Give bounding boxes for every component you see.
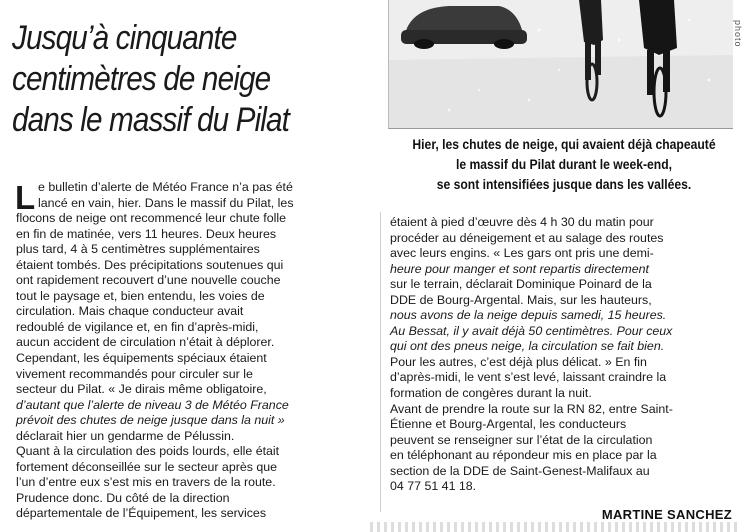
photo-illustration (389, 0, 733, 128)
body-line: Étienne et Bourg-Argental, les conducteurs (390, 417, 627, 432)
article-column-2 (390, 215, 740, 495)
headline-line: centimètres de neige (12, 60, 271, 98)
quote-line: Au Bessat, il y avait déjà 50 centimètres. Pour ceux (390, 323, 673, 338)
body-line: procéder au déneigement et au salage des routes (390, 230, 664, 245)
body-line: déclarait hier un gendarme de Pélussin. (16, 428, 235, 443)
body-line: départementale de l’Équipement, les services (16, 506, 267, 521)
article-column-1 (16, 180, 366, 522)
caption-line: se sont intensifiées jusque dans les vallées. (436, 177, 692, 192)
photo-credit (733, 20, 749, 130)
headline (12, 18, 322, 141)
body-line: étaient à pied d’œuvre dès 4 h 30 du matin pour (390, 215, 654, 229)
print-bleed-texture (370, 522, 740, 532)
author-signature: MARTINE SANCHEZ (601, 507, 732, 522)
photo-caption (404, 135, 724, 195)
quote-line: nous avons de la neige depuis samedi, 15 heures. (390, 308, 667, 323)
body-line: étaient tombés. Des précipitations soutenues qui (16, 257, 284, 272)
body-line: DDE de Bourg-Argental. Mais, sur les hauteurs, (390, 292, 652, 307)
body-line: sur le terrain, déclarait Dominique Poinard de la (390, 277, 652, 292)
column-divider (380, 212, 381, 512)
body-line: peuvent se renseigner sur l’état de la circulation (390, 432, 653, 447)
body-line: aucun accident de circulation n’était à déplorer. (16, 335, 275, 350)
body-line: tout le paysage et, bien entendu, les voies de (16, 288, 265, 303)
body-line: avec leurs engins. « Les gars ont pris une demi- (390, 246, 654, 261)
body-line: Quant à la circulation des poids lourds, elle était (16, 444, 280, 459)
body-line: Avant de prendre la route sur la RN 82, entre Saint- (390, 401, 673, 416)
body-line: lancé en vain, hier. Dans le massif du Pilat, les (38, 195, 294, 210)
body-line: secteur du Pilat. « Je dirais même obligatoire, (16, 382, 267, 397)
body-line: l’un d’entre eux s’est mis en travers de la route. (16, 475, 276, 490)
body-line: section de la DDE de Saint-Genest-Malifaux au (390, 463, 650, 478)
body-line: circulation. Mais chaque conducteur avait (16, 304, 244, 319)
body-line: vivement recommandés pour circuler sur le (16, 366, 253, 381)
quote-line: qui ont des pneus neige, la circulation se fait bien. (390, 339, 665, 354)
body-line: 04 77 51 41 18. (390, 479, 477, 494)
quote-line: heure pour manger et sont repartis directement (390, 261, 649, 276)
photo-credit-text: photo (733, 20, 743, 48)
quote-line: prévoit des chutes de neige jusque dans la nuit » (16, 413, 285, 428)
headline-line: Jusqu’à cinquante (12, 19, 237, 57)
body-line: Pour les autres, c’est déjà plus délicat. » En fin (390, 354, 647, 369)
caption-line: le massif du Pilat durant le week-end, (455, 157, 673, 172)
body-line: plus tard, 4 à 5 centimètres supplémentaires (16, 242, 260, 257)
body-line: d’après-midi, le vent s’est levé, laissant craindre la (390, 370, 667, 385)
body-line: en fin de matinée, vers 11 heures. Deux heures (16, 226, 277, 241)
quote-line: d’autant que l’alerte de niveau 3 de Météo France (16, 397, 289, 412)
body-line: redoublé de vigilance et, en fin d’après-midi, (16, 319, 259, 334)
news-photo-cyclists-in-snow (388, 0, 733, 129)
body-line: fortement déconseillée sur le secteur après que (16, 459, 278, 474)
headline-line: dans le massif du Pilat (12, 101, 290, 139)
body-line: en téléphonant au répondeur mis en place par la (390, 448, 657, 463)
body-line: Cependant, les équipements spéciaux étaient (16, 351, 267, 366)
body-line: ont rapidement recouvert d’une nouvelle couche (16, 273, 281, 288)
caption-line: Hier, les chutes de neige, qui avaient déjà chapeauté (412, 137, 716, 152)
drop-cap: L (15, 179, 36, 216)
body-line: Prudence donc. Du côté de la direction (16, 490, 230, 505)
body-line: formation de congères durant la nuit. (390, 386, 592, 401)
body-line: e bulletin d’alerte de Météo France n’a pas été (38, 180, 293, 194)
body-line: flocons de neige ont recommencé leur chute folle (16, 211, 286, 226)
